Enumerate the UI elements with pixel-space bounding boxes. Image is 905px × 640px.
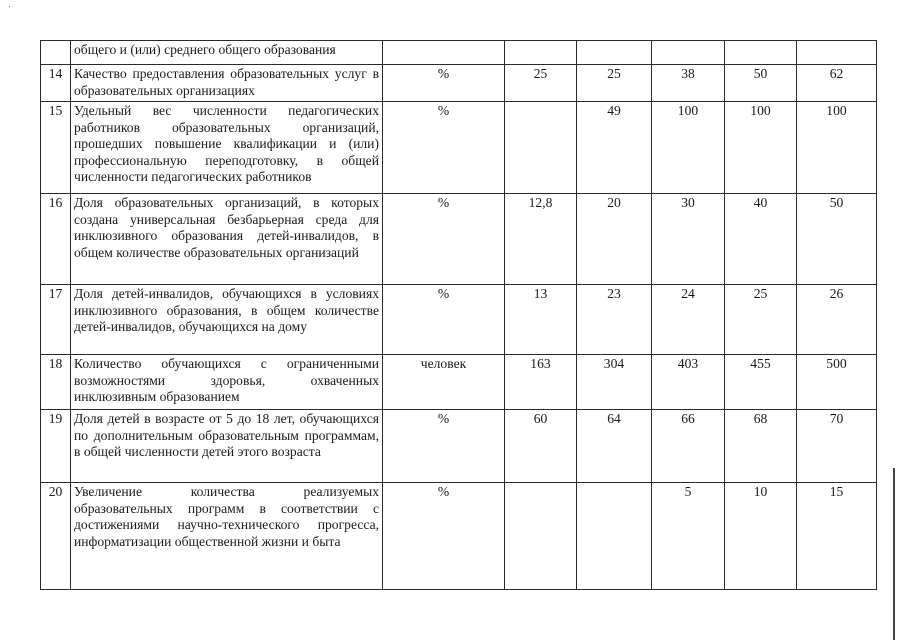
value-cell xyxy=(797,41,877,65)
value-cell xyxy=(577,483,652,590)
value-cell: 30 xyxy=(652,194,725,285)
value-cell: 68 xyxy=(725,410,797,483)
value-cell xyxy=(577,41,652,65)
value-cell: 455 xyxy=(725,355,797,410)
value-cell: 50 xyxy=(797,194,877,285)
value-cell: 20 xyxy=(577,194,652,285)
value-cell: 100 xyxy=(725,102,797,194)
indicators-table xyxy=(40,40,877,590)
table-row xyxy=(41,102,877,194)
row-number: 17 xyxy=(41,285,71,355)
value-cell: 40 xyxy=(725,194,797,285)
value-cell: 25 xyxy=(577,65,652,102)
indicator-name: Качество предоставления образовательных услуг в образовательных организациях xyxy=(71,65,383,102)
value-cell xyxy=(505,483,577,590)
indicator-name: Количество обучающихся с ограниченными возможностями здоровья, охваченных инклюзивным образованием xyxy=(71,355,383,410)
table-row xyxy=(41,285,877,355)
scan-speck xyxy=(9,6,10,7)
value-cell: 12,8 xyxy=(505,194,577,285)
value-cell: 26 xyxy=(797,285,877,355)
value-cell xyxy=(652,41,725,65)
value-cell xyxy=(725,41,797,65)
table-row xyxy=(41,355,877,410)
table-row xyxy=(41,41,877,65)
value-cell: 15 xyxy=(797,483,877,590)
value-cell: 62 xyxy=(797,65,877,102)
value-cell: 100 xyxy=(652,102,725,194)
unit-cell: % xyxy=(383,285,505,355)
value-cell: 403 xyxy=(652,355,725,410)
value-cell: 13 xyxy=(505,285,577,355)
unit-cell: человек xyxy=(383,355,505,410)
indicator-name: Доля детей в возрасте от 5 до 18 лет, обучающихся по дополнительным образовательным программам, в общей численности детей этого возраста xyxy=(71,410,383,483)
indicator-name: Доля детей-инвалидов, обучающихся в условиях инклюзивного образования, в общем количестве детей-инвалидов, обучающихся на дому xyxy=(71,285,383,355)
value-cell: 25 xyxy=(725,285,797,355)
value-cell: 50 xyxy=(725,65,797,102)
value-cell: 5 xyxy=(652,483,725,590)
value-cell: 64 xyxy=(577,410,652,483)
indicator-name: Удельный вес численности педагогических работников образовательных организаций, прошедших повышение квалификации и (или) профессиональную переподготовку, в общей численности педагогических работников xyxy=(71,102,383,194)
table-row xyxy=(41,65,877,102)
row-number: 14 xyxy=(41,65,71,102)
unit-cell xyxy=(383,41,505,65)
table-row xyxy=(41,194,877,285)
value-cell xyxy=(505,102,577,194)
row-number xyxy=(41,41,71,65)
value-cell: 100 xyxy=(797,102,877,194)
value-cell: 163 xyxy=(505,355,577,410)
indicator-name: Доля образовательных организаций, в которых создана универсальная безбарьерная среда для инклюзивного образования детей-инвалидов, в общем количестве образовательных организаций xyxy=(71,194,383,285)
row-number: 19 xyxy=(41,410,71,483)
row-number: 20 xyxy=(41,483,71,590)
unit-cell: % xyxy=(383,102,505,194)
value-cell xyxy=(505,41,577,65)
value-cell: 304 xyxy=(577,355,652,410)
unit-cell: % xyxy=(383,194,505,285)
unit-cell: % xyxy=(383,65,505,102)
unit-cell: % xyxy=(383,483,505,590)
value-cell: 23 xyxy=(577,285,652,355)
value-cell: 10 xyxy=(725,483,797,590)
table-row xyxy=(41,483,877,590)
indicator-name: Увеличение количества реализуемых образовательных программ в соответствии с достижениями научно-технического прогресса, информатизации общественной жизни и быта xyxy=(71,483,383,590)
row-number: 18 xyxy=(41,355,71,410)
unit-cell: % xyxy=(383,410,505,483)
scan-edge-line xyxy=(893,468,895,640)
value-cell: 38 xyxy=(652,65,725,102)
value-cell: 66 xyxy=(652,410,725,483)
table-row xyxy=(41,410,877,483)
value-cell: 70 xyxy=(797,410,877,483)
value-cell: 49 xyxy=(577,102,652,194)
value-cell: 500 xyxy=(797,355,877,410)
value-cell: 60 xyxy=(505,410,577,483)
row-number: 15 xyxy=(41,102,71,194)
value-cell: 24 xyxy=(652,285,725,355)
indicator-name: общего и (или) среднего общего образования xyxy=(71,41,383,65)
value-cell: 25 xyxy=(505,65,577,102)
row-number: 16 xyxy=(41,194,71,285)
